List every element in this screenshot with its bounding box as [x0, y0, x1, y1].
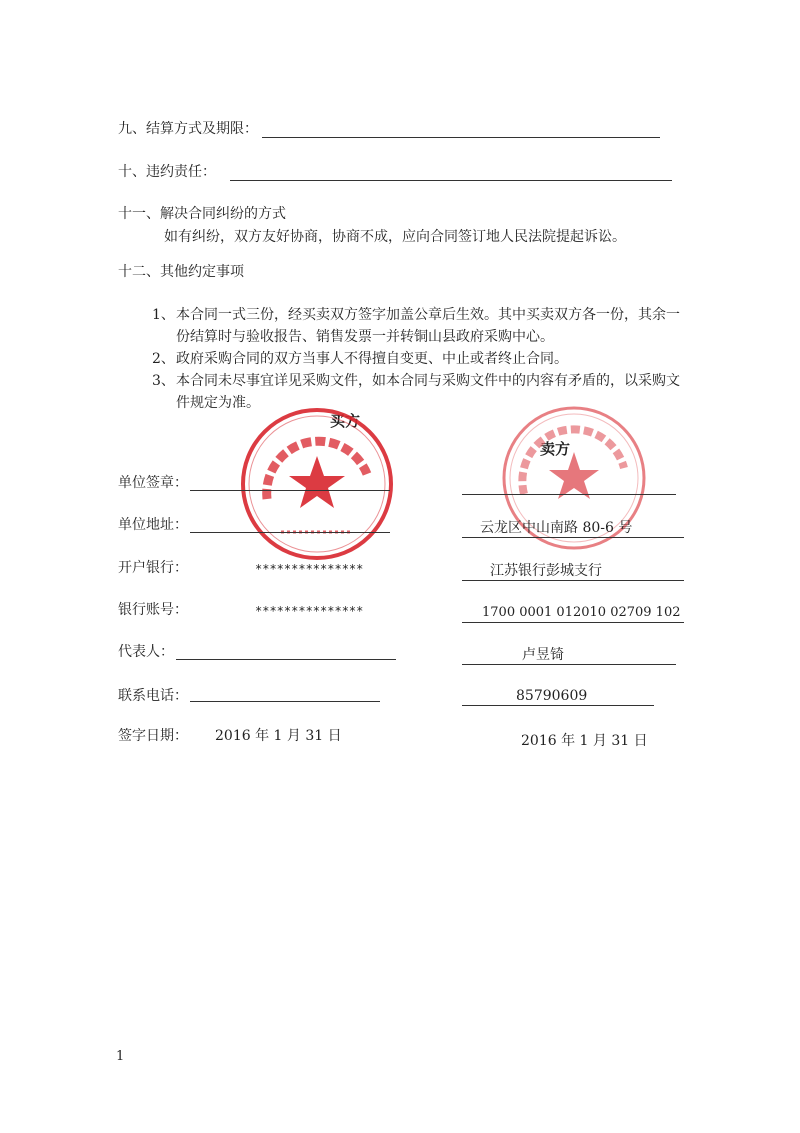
clause-11-title: 十一、解决合同纠纷的方式	[118, 206, 286, 222]
item-text: 件规定为准。	[176, 395, 260, 411]
seller-heading: 卖方	[540, 440, 571, 458]
buyer-official-seal	[237, 404, 397, 564]
seller-address-value: 云龙区中山南路 80-6 号	[480, 520, 633, 536]
seller-bank-value: 江苏银行彭城支行	[490, 563, 602, 579]
buyer-address-line	[190, 532, 390, 533]
seller-rep-line	[462, 664, 676, 665]
clause-12-title: 十二、其他约定事项	[118, 264, 244, 280]
item-number: 2、	[152, 351, 175, 367]
item-text: 本合同一式三份，经买卖双方签字加盖公章后生效。其中买卖双方各一份，其余一	[176, 307, 680, 323]
page-number: 1	[116, 1049, 125, 1064]
clause-11-text: 如有纠纷，双方友好协商，协商不成，应向合同签订地人民法院提起诉讼。	[164, 229, 626, 245]
buyer-phone-line	[190, 701, 380, 702]
unit-seal-label: 单位签章：	[118, 475, 188, 491]
seller-sign-date: 2016 年 1 月 31 日	[521, 733, 648, 749]
seller-phone-line	[462, 705, 654, 706]
buyer-account-value: ***************	[255, 604, 364, 618]
unit-address-label: 单位地址：	[118, 517, 188, 533]
buyer-bank-value: ***************	[255, 562, 364, 576]
seller-account-line	[462, 622, 684, 623]
item-text: 本合同未尽事宜详见采购文件，如本合同与采购文件中的内容有矛盾的，以采购文	[176, 373, 680, 389]
buyer-sign-date: 2016 年 1 月 31 日	[215, 728, 342, 744]
item-text: 政府采购合同的双方当事人不得擅自变更、中止或者终止合同。	[176, 351, 568, 367]
seller-seal-line	[462, 494, 676, 495]
clause-10-blank-line	[230, 180, 672, 181]
representative-label: 代表人：	[118, 644, 174, 660]
buyer-seal-line	[190, 490, 390, 491]
item-number: 3、	[152, 373, 175, 389]
sign-date-label: 签字日期：	[118, 728, 188, 744]
seller-account-value: 1700 0001 012010 02709 102	[482, 605, 681, 620]
account-label: 银行账号：	[118, 602, 188, 618]
buyer-rep-line	[176, 659, 396, 660]
item-number: 1、	[152, 307, 175, 323]
bank-label: 开户银行：	[118, 560, 188, 576]
clause-9-blank-line	[262, 137, 660, 138]
phone-label: 联系电话：	[118, 688, 188, 704]
seller-representative-value: 卢昱锜	[522, 647, 564, 663]
clause-9-label: 九、结算方式及期限：	[118, 121, 258, 137]
clause-10-label: 十、违约责任：	[118, 164, 216, 180]
buyer-heading: 买方	[330, 412, 361, 430]
item-text: 份结算时与验收报告、销售发票一并转铜山县政府采购中心。	[176, 329, 554, 345]
seller-bank-line	[462, 580, 684, 581]
seller-address-line	[462, 537, 684, 538]
seller-phone-value: 85790609	[516, 688, 588, 704]
